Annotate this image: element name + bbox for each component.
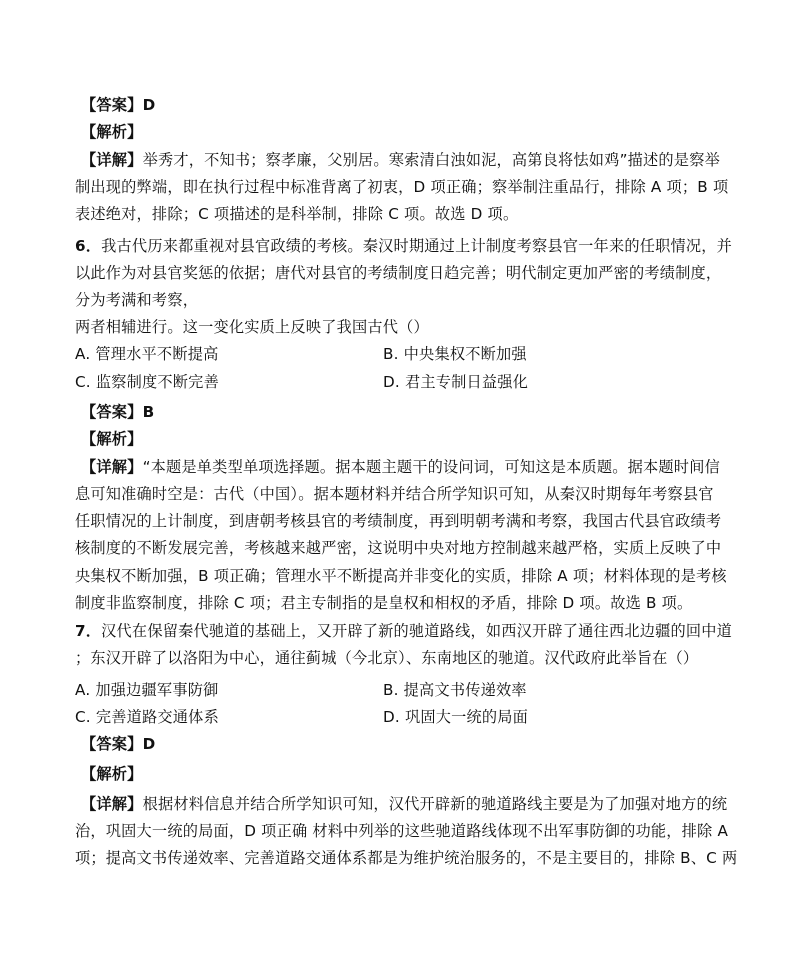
q5-detail-line-2: 制出现的弊端，即在执行过程中标准背离了初衷，D 项正确；察举制注重品行，排除 A 项；B 项 <box>75 178 729 196</box>
q7-detail-line-3: 项；提高文书传递效率、完善道路交通体系都是为维护统治服务的，不是主要目的，排除 B、C 两 <box>75 849 738 867</box>
q6-detail-line-6: 制度非监察制度，排除 C 项；君主专制指的是皇权和相权的矛盾，排除 D 项。故选 B 项。 <box>75 594 693 612</box>
q6-detail-line-1: 【详解】“本题是单类型单项选择题。据本题主题干的设问词，可知这是本质题。据本题时间信 <box>81 458 720 476</box>
q6-stem-line-4: 两者相辅进行。这一变化实质上反映了我国古代（） <box>75 318 429 336</box>
q7-answer: 【答案】D <box>81 735 156 753</box>
q6-stem-line-2: 以此作为对县官奖惩的依据；唐代对县官的考绩制度日趋完善；明代制定更加严密的考绩制度， <box>75 264 722 282</box>
q7-stem-line-1: 7．汉代在保留秦代驰道的基础上，又开辟了新的驰道路线，如西汉开辟了通往西北边疆的回中道 <box>75 622 733 640</box>
q6-detail-line-3: 任职情况的上计制度，到唐朝考核县官的考绩制度，再到明朝考满和考察，我国古代县官政绩考 <box>75 512 722 530</box>
q7-detail-line-1: 【详解】根据材料信息并结合所学知识可知，汉代开辟新的驰道路线主要是为了加强对地方的统 <box>81 795 728 813</box>
q5-detail-line-1: 【详解】举秀才，不知书；察孝廉，父别居。寒索清白浊如泥，高第良将怯如鸡”描述的是察举 <box>81 151 720 169</box>
q7-option-b: B. 提高文书传递效率 <box>383 681 527 699</box>
q7-stem-line-2: ；东汉开辟了以洛阳为中心，通往蓟城（今北京）、东南地区的驰道。汉代政府此举旨在（） <box>75 649 699 667</box>
q6-detail-line-4: 核制度的不断发展完善，考核越来越严密，这说明中央对地方控制越来越严格，实质上反映了中 <box>75 539 722 557</box>
q6-detail-line-2: 息可知准确时空是：古代（中国）。据本题材料并结合所学知识可知，从秦汉时期每年考察县官 <box>75 485 714 503</box>
q5-analysis-label: 【解析】 <box>81 123 143 141</box>
q6-detail-line-5: 央集权不断加强，B 项正确；管理水平不断提高并非变化的实质，排除 A 项；材料体现的是考核 <box>75 567 727 585</box>
q7-detail-line-2: 治，巩固大一统的局面，D 项正确 材料中列举的这些驰道路线体现不出军事防御的功能，排除 A <box>75 822 729 840</box>
q6-option-d: D. 君主专制日益强化 <box>383 373 529 391</box>
q6-option-a: A. 管理水平不断提高 <box>75 345 219 363</box>
q6-stem-line-1: 6．我古代历来都重视对县官政绩的考核。秦汉时期通过上计制度考察县官一年来的任职情况，并 <box>75 237 733 255</box>
q5-detail-line-3: 表述绝对，排除；C 项描述的是科举制，排除 C 项。故选 D 项。 <box>75 205 519 223</box>
q6-analysis-label: 【解析】 <box>81 430 143 448</box>
q6-option-b: B. 中央集权不断加强 <box>383 345 527 363</box>
q6-stem-line-3: 分为考满和考察， <box>75 291 199 309</box>
q6-option-c: C. 监察制度不断完善 <box>75 373 219 391</box>
q7-option-c: C. 完善道路交通体系 <box>75 708 219 726</box>
q7-option-d: D. 巩固大一统的局面 <box>383 708 529 726</box>
q6-answer: 【答案】B <box>81 403 155 421</box>
q7-analysis-label: 【解析】 <box>81 765 143 783</box>
q5-answer: 【答案】D <box>81 96 156 114</box>
q7-option-a: A. 加强边疆军事防御 <box>75 681 219 699</box>
